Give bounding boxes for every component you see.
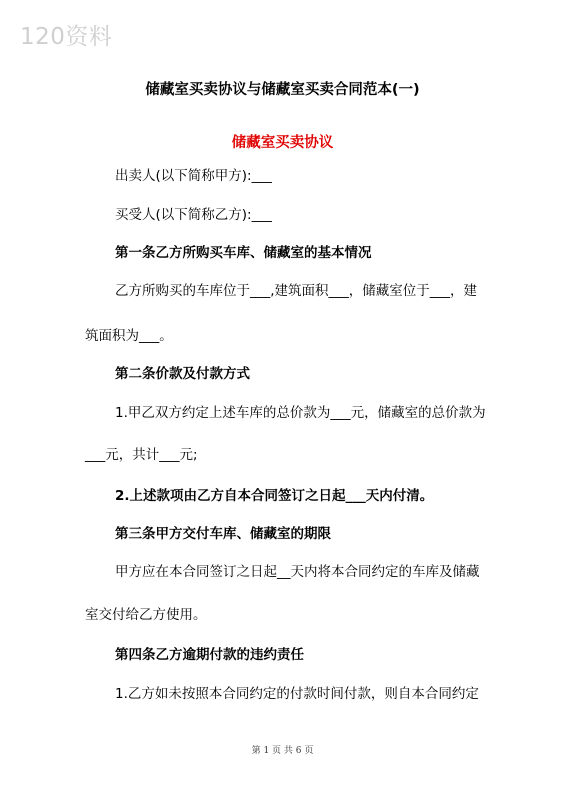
paragraph-line: 1.乙方如未按照本合同约定的付款时间付款，则自本合同约定 bbox=[115, 686, 479, 702]
paragraph-line: 甲方应在本合同签订之日起__天内将本合同约定的车库及储藏 bbox=[115, 564, 480, 580]
paragraph-line: 1.甲乙双方约定上述车库的总价款为___元，储藏室的总价款为 bbox=[115, 405, 486, 421]
article-3-heading: 第三条甲方交付车库、储藏室的期限 bbox=[115, 526, 331, 542]
page-indicator: 第 1 页 共 6 页 bbox=[251, 746, 314, 756]
document-subtitle: 储藏室买卖协议 bbox=[231, 135, 334, 151]
seller-line: 出卖人(以下简称甲方):___ bbox=[115, 168, 272, 184]
paragraph-line: 室交付给乙方使用。 bbox=[85, 607, 207, 623]
clause-2-line: 2.上述款项由乙方自本合同签订之日起___天内付清。 bbox=[115, 488, 434, 504]
document-title: 储藏室买卖协议与储藏室买卖合同范本(一) bbox=[145, 82, 420, 98]
paragraph-line: ___元，共计___元; bbox=[85, 447, 198, 463]
watermark-logo: 120资料 bbox=[20, 24, 113, 50]
paragraph-line: 筑面积为___。 bbox=[85, 328, 173, 344]
article-1-heading: 第一条乙方所购买车库、储藏室的基本情况 bbox=[115, 245, 372, 261]
article-2-heading: 第二条价款及付款方式 bbox=[115, 366, 250, 382]
buyer-line: 买受人(以下简称乙方):___ bbox=[115, 207, 272, 223]
paragraph-line: 乙方所购买的车库位于___,建筑面积___，储藏室位于___，建 bbox=[115, 283, 478, 299]
article-4-heading: 第四条乙方逾期付款的违约责任 bbox=[115, 647, 304, 663]
